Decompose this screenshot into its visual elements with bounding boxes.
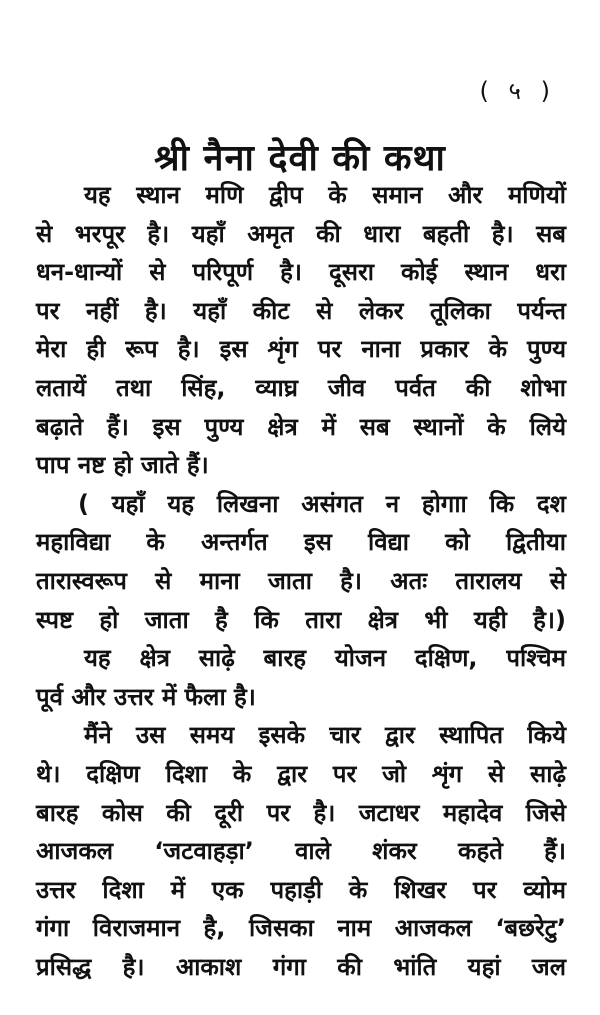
text-line: बारह कोस की दूरी पर है। जटाधर महादेव जिसे — [36, 798, 566, 827]
text-line: यह क्षेत्र साढ़े बारह योजन दक्षिण, पश्चिम — [84, 644, 566, 673]
text-line: पर नहीं है। यहाँ कीट से लेकर तूलिका पर्यन्त — [36, 296, 566, 325]
story-text — [36, 176, 566, 986]
text-line: पूर्व और उत्तर में फैला है। — [36, 682, 256, 711]
text-line: प्रसिद्ध है। आकाश गंगा की भांति यहां जल — [36, 952, 566, 981]
text-line: लतायें तथा सिंह, व्याघ्र जीव पर्वत की शोभा — [36, 373, 566, 402]
text-line: आजकल ‘जटवाहड़ा’ वाले शंकर कहते हैं। — [36, 837, 566, 866]
text-line: से भरपूर है। यहाँ अमृत की धारा बहती है। सब — [36, 219, 566, 248]
page-number: ( ५ ) — [479, 77, 556, 105]
text-line: ( यहाँ यह लिखना असंगत न होगाा कि दश — [78, 489, 566, 518]
text-line: महाविद्या के अन्तर्गत इस विद्या को द्वितीया — [36, 528, 566, 557]
text-line: थे। दक्षिण दिशा के द्वार पर जो शृंग से साढ़े — [36, 759, 566, 788]
text-line: मैंने उस समय इसके चार द्वार स्थापित किये — [84, 721, 566, 750]
text-line: गंगा विराजमान है, जिसका नाम आजकल ‘बछरेटु’ — [36, 914, 566, 943]
text-line: धन-धान्यों से परिपूर्ण है। दूसरा कोई स्थान धरा — [36, 258, 566, 287]
text-line: उत्तर दिशा में एक पहाड़ी के शिखर पर व्योम — [36, 875, 566, 904]
text-line: मेरा ही रूप है। इस शृंग पर नाना प्रकार के पुण्य — [36, 335, 566, 364]
page-title: श्री नैना देवी की कथा — [154, 138, 446, 179]
text-line: यह स्थान मणि द्वीप के समान और मणियों — [84, 181, 566, 209]
text-line: बढ़ाते हैं। इस पुण्य क्षेत्र में सब स्थानों के लिये — [36, 412, 566, 441]
text-line: तारास्वरूप से माना जाता है। अतः तारालय से — [36, 566, 566, 595]
text-line: स्पष्ट हो जाता है कि तारा क्षेत्र भी यही है।) — [36, 605, 566, 634]
text-line: पाप नष्ट हो जाते हैं। — [36, 451, 209, 480]
